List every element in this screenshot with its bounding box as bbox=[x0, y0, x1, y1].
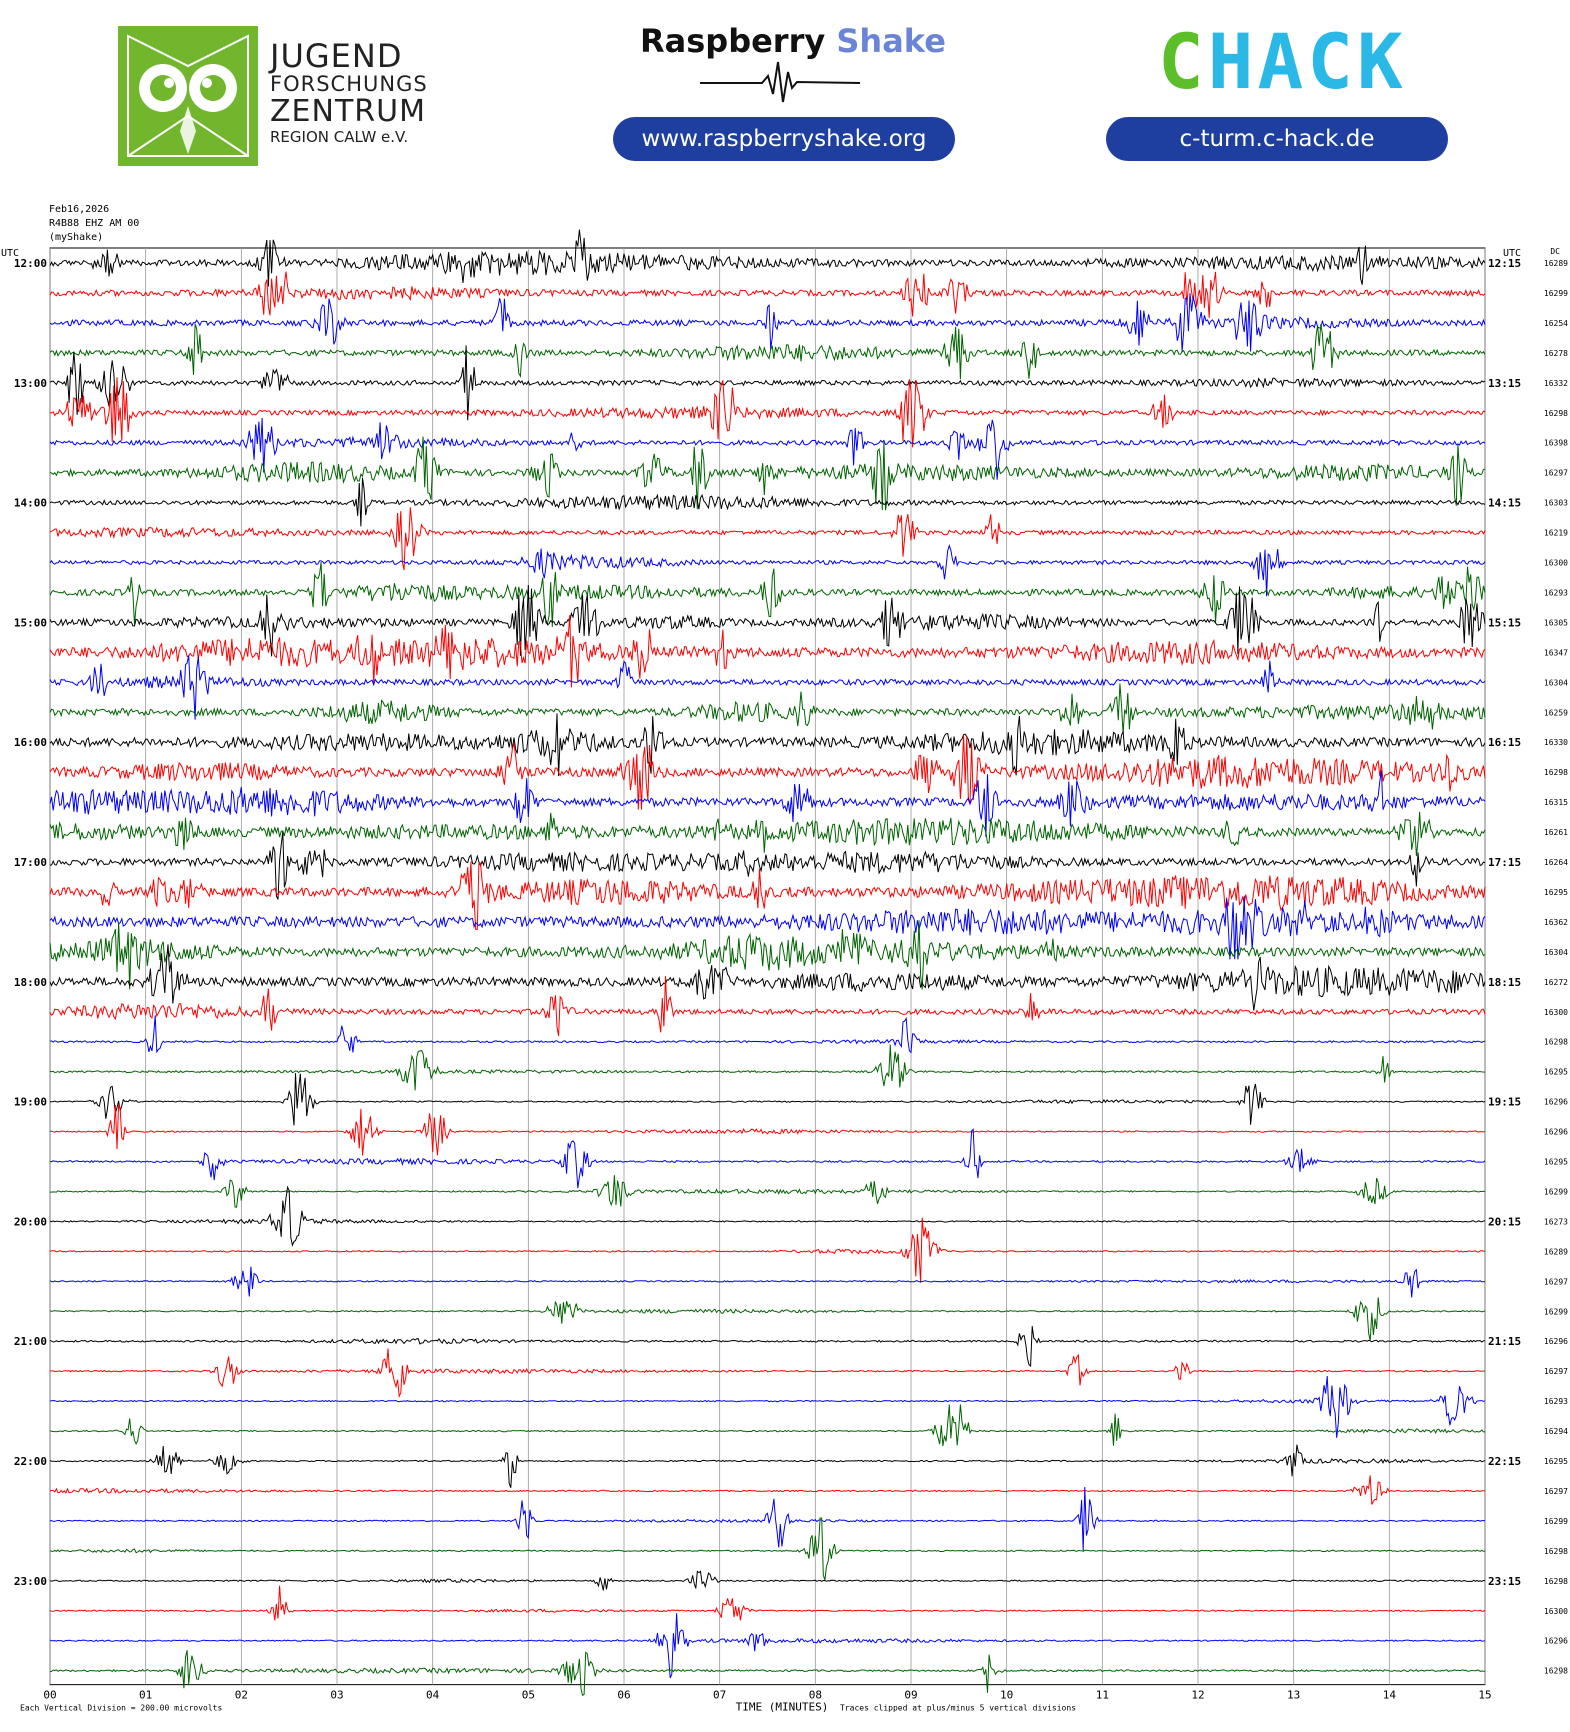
hour-label-left: 22:00 bbox=[13, 1455, 47, 1468]
x-tick-label: 11 bbox=[1095, 1688, 1109, 1702]
trace-line bbox=[50, 324, 1485, 379]
chack-logo bbox=[1158, 30, 1408, 96]
hour-label-right: 12:15 bbox=[1488, 257, 1522, 270]
chack-logo-text: CHACK bbox=[1158, 30, 1407, 96]
x-tick-label: 15 bbox=[1478, 1688, 1492, 1702]
trace-line bbox=[50, 684, 1485, 734]
x-tick-label: 03 bbox=[330, 1688, 344, 1702]
trace-line bbox=[50, 562, 1485, 627]
x-tick-label: 14 bbox=[1382, 1688, 1396, 1702]
dc-offset-label: 16304 bbox=[1543, 947, 1568, 957]
dc-offset-label: 16294 bbox=[1543, 1427, 1568, 1437]
trace-line bbox=[50, 1650, 1485, 1695]
jfz-line1: JUGEND bbox=[270, 37, 403, 75]
trace-line bbox=[50, 377, 1485, 447]
dc-offset-label: 16289 bbox=[1543, 1247, 1568, 1257]
hour-label-left: 16:00 bbox=[13, 736, 47, 750]
hour-label-left: 13:00 bbox=[13, 376, 47, 390]
dc-offset-label: 16296 bbox=[1543, 1127, 1568, 1137]
header bbox=[0, 0, 1570, 190]
rs-word1: Raspberry bbox=[640, 22, 826, 60]
trace-line bbox=[50, 1045, 1485, 1091]
dc-offset-label: 16347 bbox=[1543, 648, 1568, 658]
dc-offset-label: 16293 bbox=[1543, 588, 1568, 598]
hour-labels-right bbox=[1488, 257, 1521, 1588]
station-channel: R4B88 EHZ AM 00 bbox=[49, 218, 140, 229]
trace-line bbox=[50, 1404, 1485, 1446]
minute-gridlines bbox=[50, 248, 1485, 1685]
trace-line bbox=[50, 1129, 1485, 1188]
trace-line bbox=[50, 1518, 1485, 1580]
station-date: Feb16,2026 bbox=[49, 204, 110, 215]
x-tick-label: 10 bbox=[1000, 1688, 1014, 1702]
hour-label-left: 19:00 bbox=[13, 1095, 47, 1109]
jfz-line4: REGION CALW e.V. bbox=[270, 128, 409, 146]
hour-label-right: 23:15 bbox=[1488, 1574, 1522, 1588]
trace-line bbox=[50, 1104, 1485, 1155]
x-tick-label: 08 bbox=[808, 1688, 822, 1702]
chack-url-link[interactable]: c-turm.c-hack.de bbox=[1106, 117, 1448, 161]
dc-offset-label: 16297 bbox=[1543, 1367, 1568, 1377]
dc-offset-label: 16330 bbox=[1543, 738, 1568, 748]
dc-offset-label: 16273 bbox=[1543, 1217, 1568, 1227]
hour-label-right: 21:15 bbox=[1488, 1335, 1522, 1349]
hour-labels-left bbox=[14, 257, 47, 1588]
trace-line bbox=[50, 1475, 1485, 1504]
trace-line bbox=[50, 944, 1485, 1010]
trace-line bbox=[50, 1613, 1485, 1678]
raspberryshake-url-link[interactable]: www.raspberryshake.org bbox=[613, 117, 955, 161]
x-axis-label: TIME (MINUTES) bbox=[735, 1700, 829, 1714]
station-source: (myShake) bbox=[49, 232, 104, 243]
trace-line bbox=[50, 1297, 1485, 1341]
hour-label-left: 18:00 bbox=[13, 975, 47, 989]
trace-line bbox=[50, 507, 1485, 570]
footer-scale-note: Each Vertical Division = 200.00 microvolts bbox=[20, 1703, 223, 1713]
dc-offset-label: 16297 bbox=[1543, 1277, 1568, 1287]
dc-offset-label: 16261 bbox=[1543, 828, 1568, 838]
x-tick-label: 05 bbox=[521, 1688, 535, 1702]
x-tick-label: 01 bbox=[139, 1688, 153, 1702]
dc-offset-label: 16298 bbox=[1543, 768, 1568, 778]
hour-label-left: 15:00 bbox=[13, 616, 47, 630]
dc-offset-label: 16296 bbox=[1543, 1097, 1568, 1107]
dc-offset-label: 16332 bbox=[1543, 378, 1568, 388]
dc-offset-label: 16296 bbox=[1543, 1636, 1568, 1646]
helicorder-plot bbox=[0, 190, 1570, 1732]
dc-offset-label: 16298 bbox=[1543, 1666, 1568, 1676]
trace-line bbox=[50, 713, 1485, 776]
jfz-line2: FORSCHUNGS bbox=[270, 72, 428, 96]
hour-label-right: 14:15 bbox=[1488, 496, 1522, 510]
dc-offset-label: 16299 bbox=[1543, 1307, 1568, 1317]
dc-offset-label: 16305 bbox=[1543, 618, 1568, 628]
dc-offset-label: 16297 bbox=[1543, 1486, 1568, 1496]
x-tick-label: 13 bbox=[1287, 1688, 1301, 1702]
hour-label-right: 16:15 bbox=[1488, 736, 1522, 750]
x-tick-label: 02 bbox=[234, 1688, 248, 1702]
trace-line bbox=[50, 1571, 1485, 1590]
hour-label-left: 23:00 bbox=[13, 1574, 47, 1588]
trace-line bbox=[50, 1267, 1485, 1298]
trace-line bbox=[50, 655, 1485, 719]
left-axis-header: UTC bbox=[1, 248, 20, 259]
dc-offset-label: 16296 bbox=[1543, 1337, 1568, 1347]
plot-frame bbox=[50, 248, 1485, 1685]
hour-label-left: 21:00 bbox=[13, 1335, 47, 1349]
right-axis-header: UTC bbox=[1503, 248, 1522, 259]
dc-offset-label: 16272 bbox=[1543, 977, 1568, 987]
dc-offset-label: 16315 bbox=[1543, 798, 1568, 808]
trace-line bbox=[50, 1487, 1485, 1551]
trace-line bbox=[50, 1445, 1485, 1488]
x-tick-label: 06 bbox=[617, 1688, 631, 1702]
dc-offset-label: 16303 bbox=[1543, 498, 1568, 508]
dc-offset-label: 16398 bbox=[1543, 438, 1568, 448]
trace-line bbox=[50, 1218, 1485, 1283]
trace-line bbox=[50, 812, 1485, 856]
dc-header: DC bbox=[1550, 247, 1560, 256]
trace-line bbox=[50, 1326, 1485, 1366]
trace-line bbox=[50, 1376, 1485, 1438]
dc-offset-label: 16298 bbox=[1543, 1037, 1568, 1047]
hour-label-right: 22:15 bbox=[1488, 1455, 1522, 1468]
dc-offset-label: 16300 bbox=[1543, 1007, 1568, 1017]
dc-offset-label: 16295 bbox=[1543, 887, 1568, 897]
dc-offset-label: 16219 bbox=[1543, 528, 1568, 538]
jfz-line3: ZENTRUM bbox=[270, 94, 426, 129]
dc-offset-label: 16289 bbox=[1543, 259, 1568, 268]
hour-label-right: 18:15 bbox=[1488, 975, 1522, 989]
hour-label-right: 17:15 bbox=[1488, 856, 1522, 869]
dc-offset-label: 16299 bbox=[1543, 1516, 1568, 1526]
dc-offset-label: 16254 bbox=[1543, 318, 1568, 328]
hour-label-right: 15:15 bbox=[1488, 616, 1522, 630]
footer-clip-note: Traces clipped at plus/minus 5 vertical divisions bbox=[840, 1703, 1077, 1713]
trace-line bbox=[50, 478, 1485, 527]
dc-offset-label: 16295 bbox=[1543, 1457, 1568, 1466]
trace-line bbox=[50, 1586, 1485, 1621]
jfz-logo bbox=[118, 26, 430, 166]
trace-line bbox=[50, 230, 1485, 287]
dc-offset-label: 16259 bbox=[1543, 708, 1568, 718]
seismic-traces bbox=[50, 230, 1485, 1696]
hour-label-left: 12:00 bbox=[13, 257, 47, 270]
jfz-wordmark bbox=[270, 37, 428, 146]
seismic-wave-icon bbox=[700, 60, 860, 105]
trace-line bbox=[50, 1349, 1485, 1397]
trace-line bbox=[50, 1187, 1485, 1245]
dc-offset-label: 16299 bbox=[1543, 1187, 1568, 1197]
dc-offset-label: 16304 bbox=[1543, 678, 1568, 688]
dc-offset-label: 16298 bbox=[1543, 408, 1568, 418]
owl-icon bbox=[118, 26, 258, 166]
hour-label-left: 20:00 bbox=[13, 1215, 47, 1229]
trace-line bbox=[50, 615, 1485, 688]
trace-line bbox=[50, 976, 1485, 1036]
x-tick-label: 04 bbox=[426, 1688, 440, 1702]
trace-line bbox=[50, 1175, 1485, 1207]
hour-label-left: 14:00 bbox=[13, 496, 47, 510]
dc-offset-label: 16300 bbox=[1543, 1606, 1568, 1616]
dc-offset-label: 16297 bbox=[1543, 468, 1568, 478]
dc-offset-label: 16298 bbox=[1543, 1576, 1568, 1586]
raspberry-shake-logo bbox=[640, 22, 946, 60]
dc-offset-label: 16278 bbox=[1543, 348, 1568, 358]
dc-offset-label: 16298 bbox=[1543, 1546, 1568, 1556]
trace-line bbox=[50, 546, 1485, 597]
x-tick-label: 00 bbox=[43, 1688, 57, 1702]
dc-offset-label: 16362 bbox=[1543, 917, 1568, 927]
trace-line bbox=[50, 832, 1485, 900]
dc-offset-labels bbox=[1544, 259, 1568, 1676]
dc-offset-label: 16300 bbox=[1543, 558, 1568, 568]
x-tick-label: 09 bbox=[904, 1688, 918, 1702]
x-tick-label: 12 bbox=[1191, 1688, 1205, 1702]
hour-label-right: 20:15 bbox=[1488, 1215, 1522, 1229]
dc-offset-label: 16264 bbox=[1543, 858, 1568, 867]
dc-offset-label: 16293 bbox=[1543, 1397, 1568, 1407]
dc-offset-label: 16295 bbox=[1543, 1157, 1568, 1167]
hour-label-left: 17:00 bbox=[13, 856, 47, 869]
trace-line bbox=[50, 1073, 1485, 1125]
dc-offset-label: 16299 bbox=[1543, 288, 1568, 298]
x-tick-label: 07 bbox=[713, 1688, 727, 1702]
hour-label-right: 13:15 bbox=[1488, 376, 1522, 390]
hour-label-right: 19:15 bbox=[1488, 1095, 1522, 1109]
dc-offset-label: 16295 bbox=[1543, 1067, 1568, 1077]
rs-word2: Shake bbox=[836, 22, 946, 60]
